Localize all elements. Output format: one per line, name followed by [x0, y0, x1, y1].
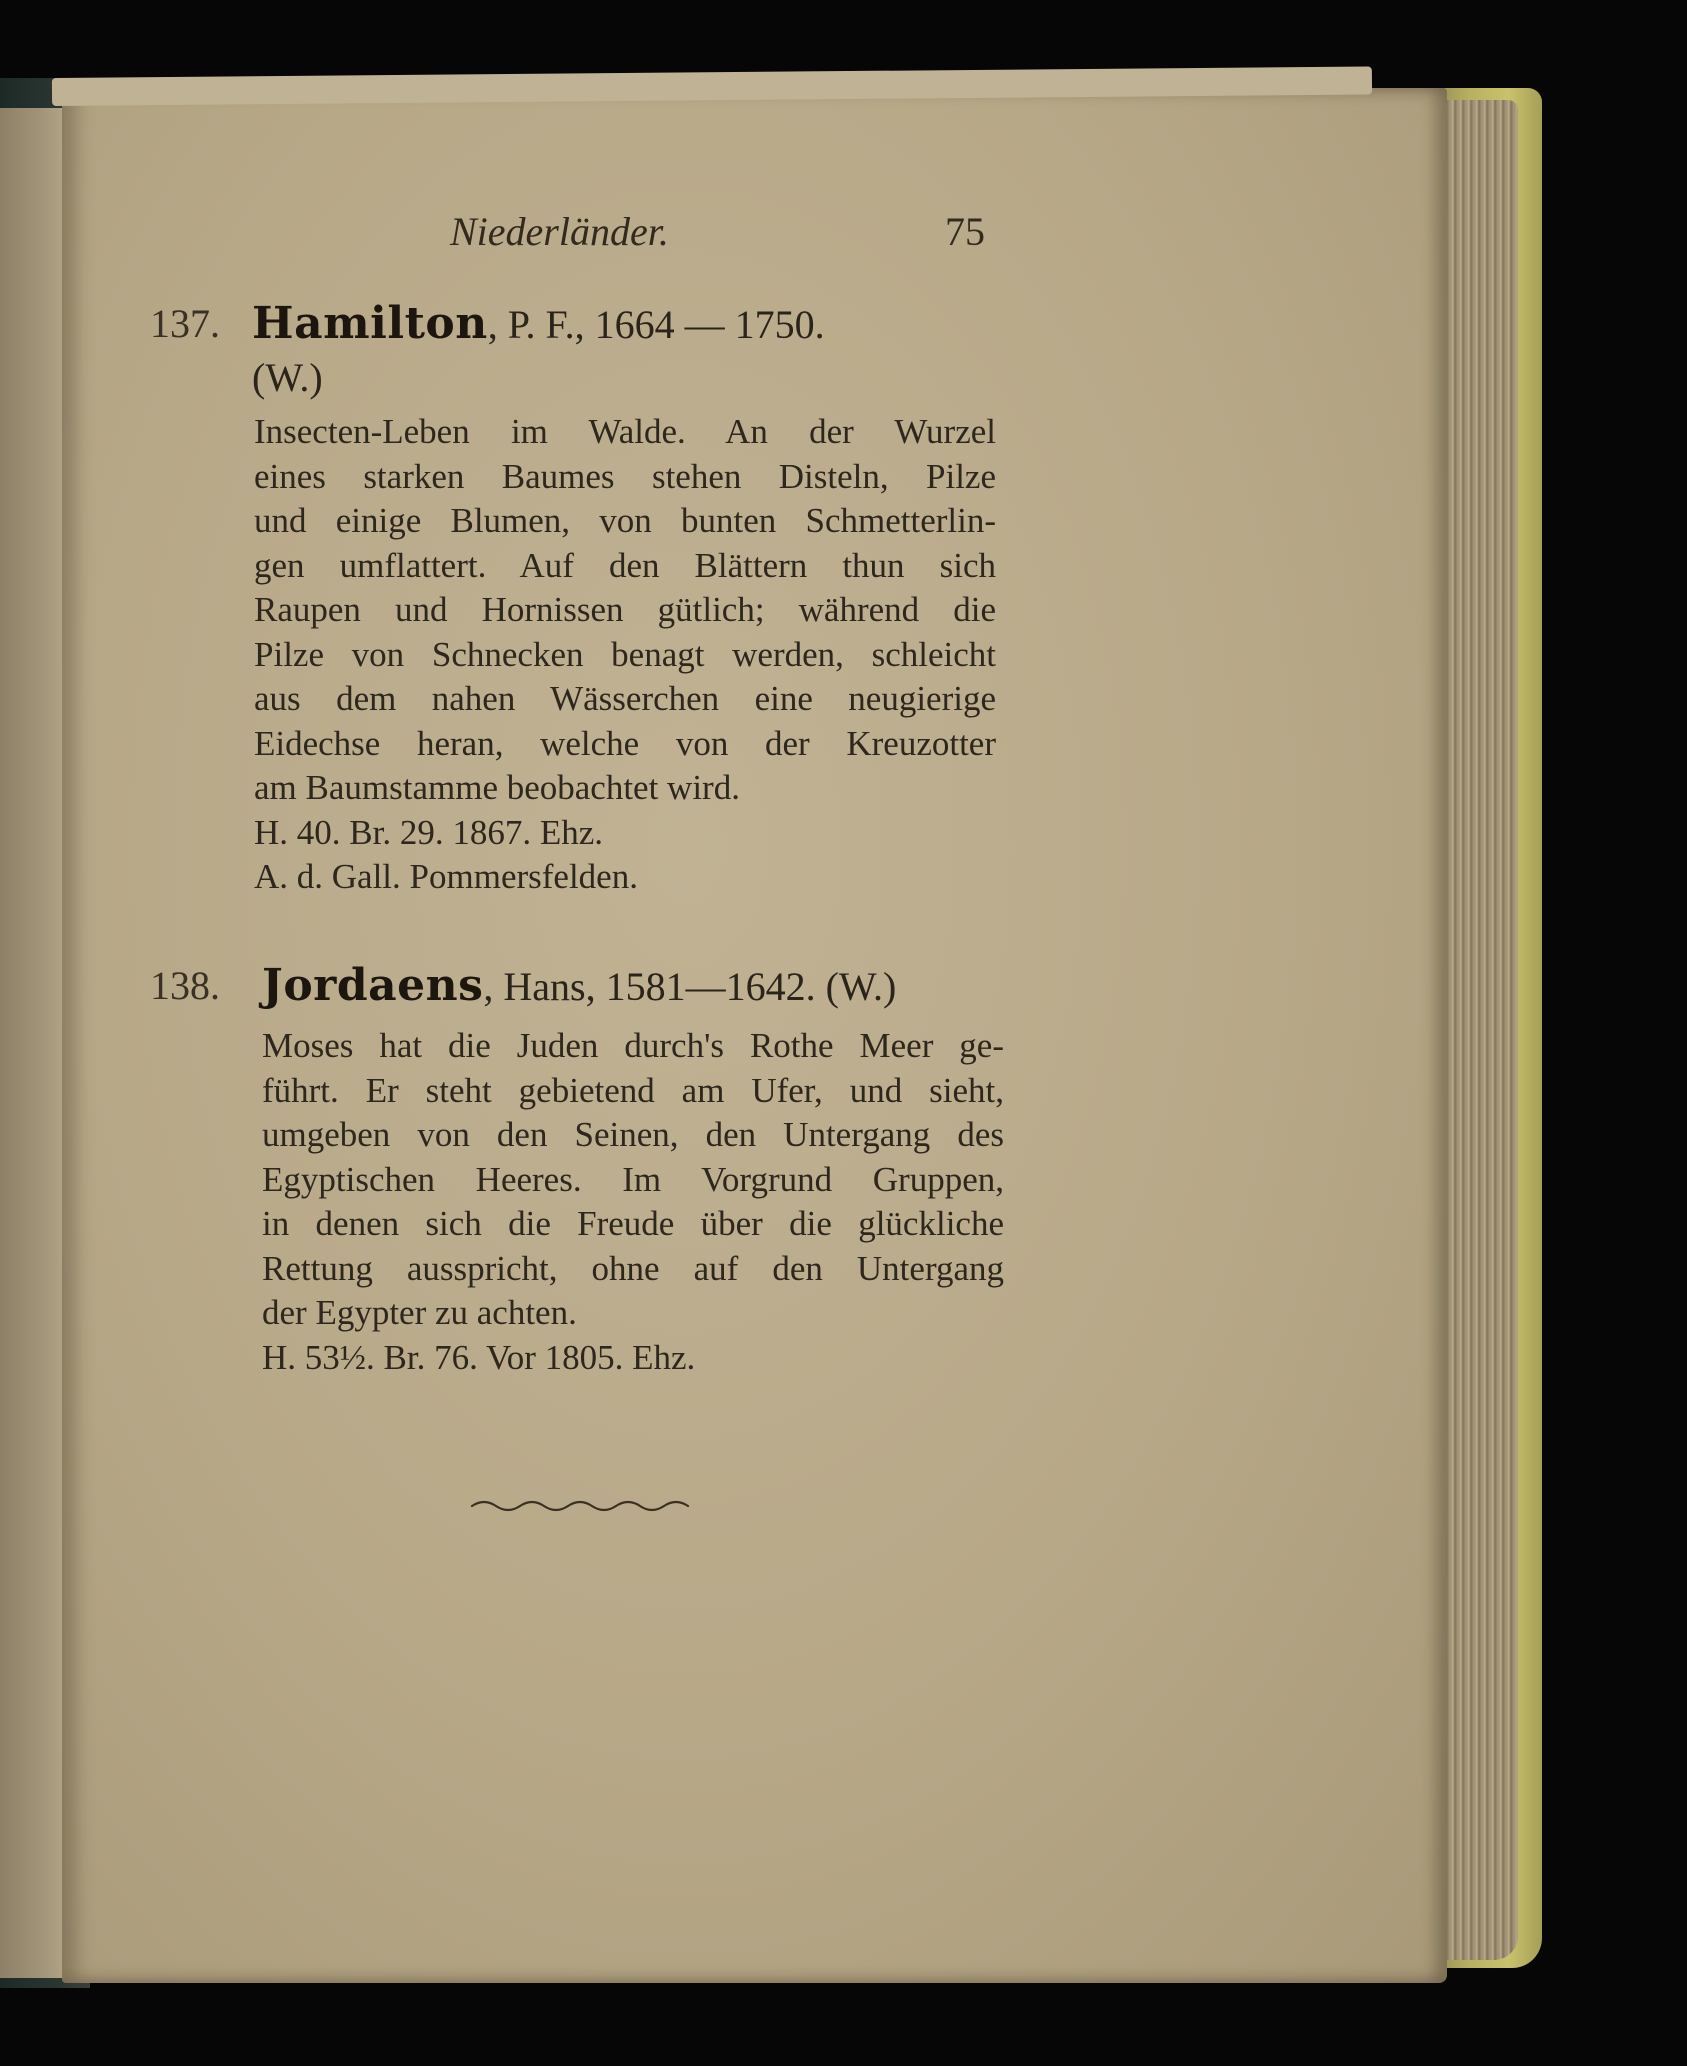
page-number: 75 — [945, 209, 985, 254]
artist-details-continued: (W.) — [252, 355, 323, 400]
entry-description — [262, 1024, 1004, 1380]
description-line: Egyptischen Heeres. Im Vorgrund Gruppen, — [262, 1159, 1004, 1199]
running-title: Niederländer. — [450, 209, 669, 254]
artist-name: Jordaens — [262, 960, 484, 1011]
description-line: der Egypter zu achten. — [262, 1293, 577, 1332]
description-line: Rettung ausspricht, ohne auf den Untergang — [262, 1248, 1004, 1288]
description-line: Pilze von Schnecken benagt werden, schleicht — [254, 634, 996, 674]
dimensions-line: H. 53½. Br. 76. Vor 1805. Ehz. — [262, 1337, 696, 1377]
artist-name: Hamilton — [252, 298, 488, 349]
wavy-line-ornament — [470, 1494, 690, 1524]
description-line: in denen sich die Freude über die glückliche — [262, 1204, 1004, 1243]
description-line: Eidechse heran, welche von der Kreuzotter — [254, 723, 996, 763]
entry-number: 137. — [150, 301, 220, 346]
entry-description — [254, 410, 996, 900]
description-line: eines starken Baumes stehen Disteln, Pilze — [254, 456, 996, 496]
description-line: führt. Er steht gebietend am Ufer, und sieht, — [262, 1070, 1004, 1110]
artist-details: , P. F., 1664 — 1750. — [487, 302, 825, 347]
entry-heading — [252, 298, 825, 349]
description-line: Insecten-Leben im Walde. An der Wurzel — [254, 412, 996, 451]
description-line: Moses hat die Juden durch's Rothe Meer ge- — [262, 1026, 1004, 1065]
description-line: gen umflattert. Auf den Blättern thun sich — [254, 545, 996, 585]
entry-heading — [262, 960, 896, 1011]
description-line: am Baumstamme beobachtet wird. — [254, 768, 740, 807]
description-line: aus dem nahen Wässerchen eine neugierige — [254, 679, 996, 718]
entry-number: 138. — [150, 963, 220, 1008]
description-line: umgeben von den Seinen, den Untergang des — [262, 1115, 1004, 1154]
description-line: Raupen und Hornissen gütlich; während die — [254, 590, 996, 629]
dimensions-line: H. 40. Br. 29. 1867. Ehz. — [254, 812, 604, 852]
description-line: und einige Blumen, von bunten Schmetterlin- — [254, 501, 996, 540]
provenance-line: A. d. Gall. Pommersfelden. — [254, 857, 638, 896]
artist-details: , Hans, 1581—1642. (W.) — [483, 964, 897, 1009]
